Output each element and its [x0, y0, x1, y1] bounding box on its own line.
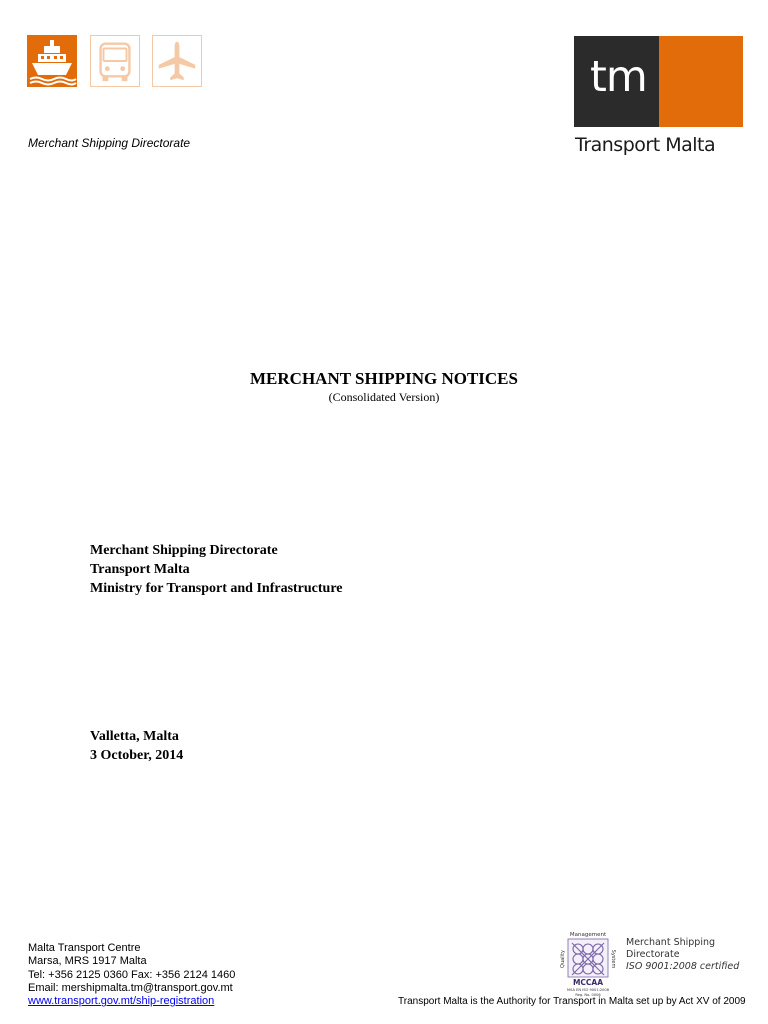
authority-line: Merchant Shipping Directorate — [90, 543, 278, 558]
certification-standard: ISO 9001:2008 certified — [626, 961, 740, 972]
document-title: MERCHANT SHIPPING NOTICES — [250, 369, 518, 388]
badge-top-label: Management — [569, 932, 607, 938]
badge-brand: MCCAA — [572, 978, 604, 987]
contact-phone: Tel: +356 2125 0360 Fax: +356 2124 1460 — [28, 968, 236, 981]
website-link[interactable]: www.transport.gov.mt/ship-registration — [28, 995, 215, 1008]
directorate-header: Merchant Shipping Directorate — [28, 136, 191, 150]
logo-orange-block — [659, 36, 743, 127]
authority-line: Transport Malta — [90, 562, 190, 577]
certification-line: Merchant Shipping Directorate — [626, 937, 716, 960]
logo-name: Transport Malta — [575, 134, 716, 156]
issuing-authority — [90, 541, 343, 598]
ship-icon — [27, 35, 77, 87]
place: Valletta, Malta — [90, 729, 179, 744]
badge-left-label: Quality — [560, 950, 566, 968]
address-line: Malta Transport Centre — [28, 942, 141, 954]
authority-note: Transport Malta is the Authority for Transport in Malta set up by Act XV of 2009 — [398, 996, 746, 1007]
place-date — [90, 727, 183, 765]
iso-badge — [558, 929, 618, 997]
document-subtitle: (Consolidated Version) — [328, 390, 440, 404]
badge-standard: MSA EN ISO 9001:2008 — [567, 988, 609, 992]
date: 3 October, 2014 — [90, 748, 184, 763]
bus-icon — [90, 35, 140, 87]
logo-mark: tm — [590, 52, 647, 102]
footer-address — [28, 942, 235, 1008]
contact-email: Email: mershipmalta.tm@transport.gov.mt — [28, 981, 233, 994]
badge-reg: Reg. No. 0006 — [575, 993, 601, 997]
plane-icon — [152, 35, 202, 87]
certification-text — [626, 937, 768, 973]
authority-line: Ministry for Transport and Infrastructure — [90, 581, 343, 596]
address-line: Marsa, MRS 1917 Malta — [28, 955, 147, 968]
badge-right-label: System — [610, 949, 616, 969]
